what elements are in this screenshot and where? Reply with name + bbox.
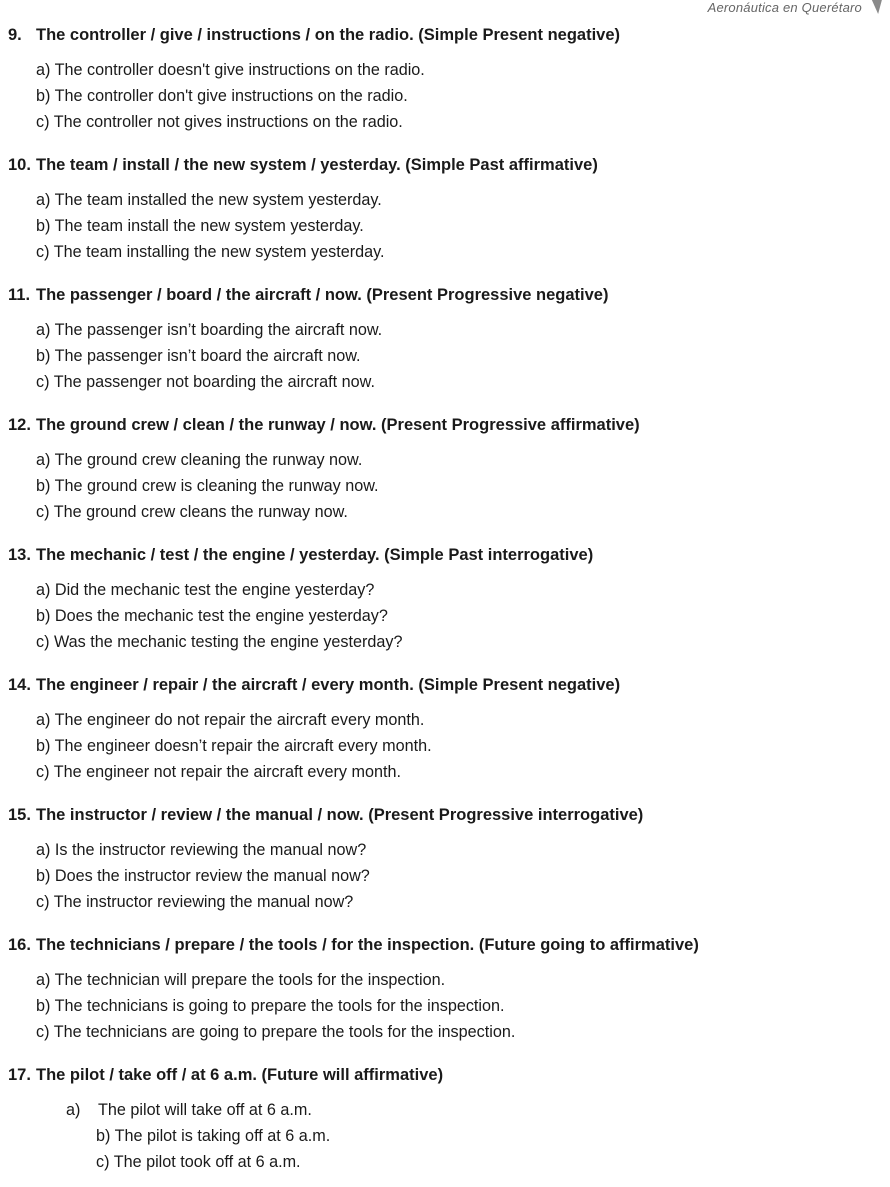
- option-c: c) Was the mechanic testing the engine yesterday?: [36, 633, 403, 651]
- option-list: [8, 447, 868, 525]
- option-b: b) The team install the new system yesterday.: [36, 217, 364, 235]
- question-prompt: The ground crew / clean / the runway / now. (Present Progressive affirmative): [36, 416, 640, 434]
- question-title: [8, 1063, 868, 1087]
- option-a: a) The controller doesn't give instructions on the radio.: [36, 61, 425, 79]
- option-a: a) The technician will prepare the tools for the inspection.: [36, 971, 446, 989]
- question-number: 14.: [8, 676, 31, 694]
- header-accent-shape: [868, 0, 882, 14]
- question-number: 15.: [8, 806, 31, 824]
- question-title: [8, 153, 868, 177]
- option-a: a) Is the instructor reviewing the manual now?: [36, 841, 367, 859]
- option-text: The pilot will take off at 6 a.m.: [98, 1101, 312, 1119]
- question-list: [8, 23, 868, 1175]
- option-a: a) Did the mechanic test the engine yesterday?: [36, 581, 375, 599]
- question-number: 9.: [8, 26, 22, 44]
- option-c: c) The technicians are going to prepare the tools for the inspection.: [36, 1023, 516, 1041]
- question-prompt: The technicians / prepare / the tools / for the inspection. (Future going to affirmative): [36, 936, 699, 954]
- option-c: c) The instructor reviewing the manual now?: [36, 893, 354, 911]
- question-prompt: The passenger / board / the aircraft / now. (Present Progressive negative): [36, 286, 609, 304]
- question-prompt: The team / install / the new system / yesterday. (Simple Past affirmative): [36, 156, 598, 174]
- option-c: c) The engineer not repair the aircraft every month.: [36, 763, 402, 781]
- option-list: [8, 577, 868, 655]
- question-title: [8, 673, 868, 697]
- option-list: [8, 837, 868, 915]
- option-a: a) The ground crew cleaning the runway now.: [36, 451, 363, 469]
- question-item: [8, 673, 868, 785]
- institution-header: Aeronáutica en Querétaro: [707, 0, 862, 15]
- question-title: [8, 543, 868, 567]
- option-b: b) The passenger isn’t board the aircraft now.: [36, 347, 361, 365]
- option-a: a) The engineer do not repair the aircraft every month.: [36, 711, 425, 729]
- question-number: 13.: [8, 546, 31, 564]
- option-label: a): [66, 1101, 81, 1119]
- option-c: c) The controller not gives instructions on the radio.: [36, 113, 403, 131]
- question-title: [8, 283, 868, 307]
- option-a: a) The passenger isn’t boarding the aircraft now.: [36, 321, 383, 339]
- option-b: b) The engineer doesn’t repair the aircraft every month.: [36, 737, 432, 755]
- option-b: b) Does the instructor review the manual now?: [36, 867, 370, 885]
- question-item: [8, 1063, 868, 1175]
- option-list: [8, 707, 868, 785]
- question-prompt: The mechanic / test / the engine / yesterday. (Simple Past interrogative): [36, 546, 594, 564]
- question-item: [8, 413, 868, 525]
- option-c: c) The ground crew cleans the runway now.: [36, 503, 348, 521]
- question-number: 16.: [8, 936, 31, 954]
- option-list: [8, 57, 868, 135]
- option-b: b) The controller don't give instructions on the radio.: [36, 87, 408, 105]
- question-prompt: The controller / give / instructions / on the radio. (Simple Present negative): [36, 26, 621, 44]
- question-title: [8, 23, 868, 47]
- option-c: c) The pilot took off at 6 a.m.: [96, 1153, 301, 1171]
- question-number: 17.: [8, 1066, 31, 1084]
- question-title: [8, 413, 868, 437]
- question-prompt: The pilot / take off / at 6 a.m. (Future will affirmative): [36, 1066, 444, 1084]
- option-c: c) The team installing the new system yesterday.: [36, 243, 385, 261]
- option-c: c) The passenger not boarding the aircraft now.: [36, 373, 375, 391]
- question-item: [8, 23, 868, 135]
- question-prompt: The engineer / repair / the aircraft / every month. (Simple Present negative): [36, 676, 621, 694]
- question-number: 12.: [8, 416, 31, 434]
- option-b: b) The pilot is taking off at 6 a.m.: [96, 1127, 331, 1145]
- question-item: [8, 153, 868, 265]
- question-item: [8, 283, 868, 395]
- question-title: [8, 803, 868, 827]
- option-list: [8, 317, 868, 395]
- question-number: 11.: [8, 286, 31, 304]
- option-b: b) The technicians is going to prepare the tools for the inspection.: [36, 997, 505, 1015]
- option-a: [66, 1097, 868, 1123]
- question-item: [8, 543, 868, 655]
- option-a: a) The team installed the new system yesterday.: [36, 191, 382, 209]
- question-title: [8, 933, 868, 957]
- question-number: 10.: [8, 156, 31, 174]
- option-list: [8, 967, 868, 1045]
- question-prompt: The instructor / review / the manual / now. (Present Progressive interrogative): [36, 806, 644, 824]
- option-list: [8, 187, 868, 265]
- question-item: [8, 803, 868, 915]
- question-item: [8, 933, 868, 1045]
- option-list: [8, 1097, 868, 1175]
- option-b: b) The ground crew is cleaning the runway now.: [36, 477, 379, 495]
- option-b: b) Does the mechanic test the engine yesterday?: [36, 607, 388, 625]
